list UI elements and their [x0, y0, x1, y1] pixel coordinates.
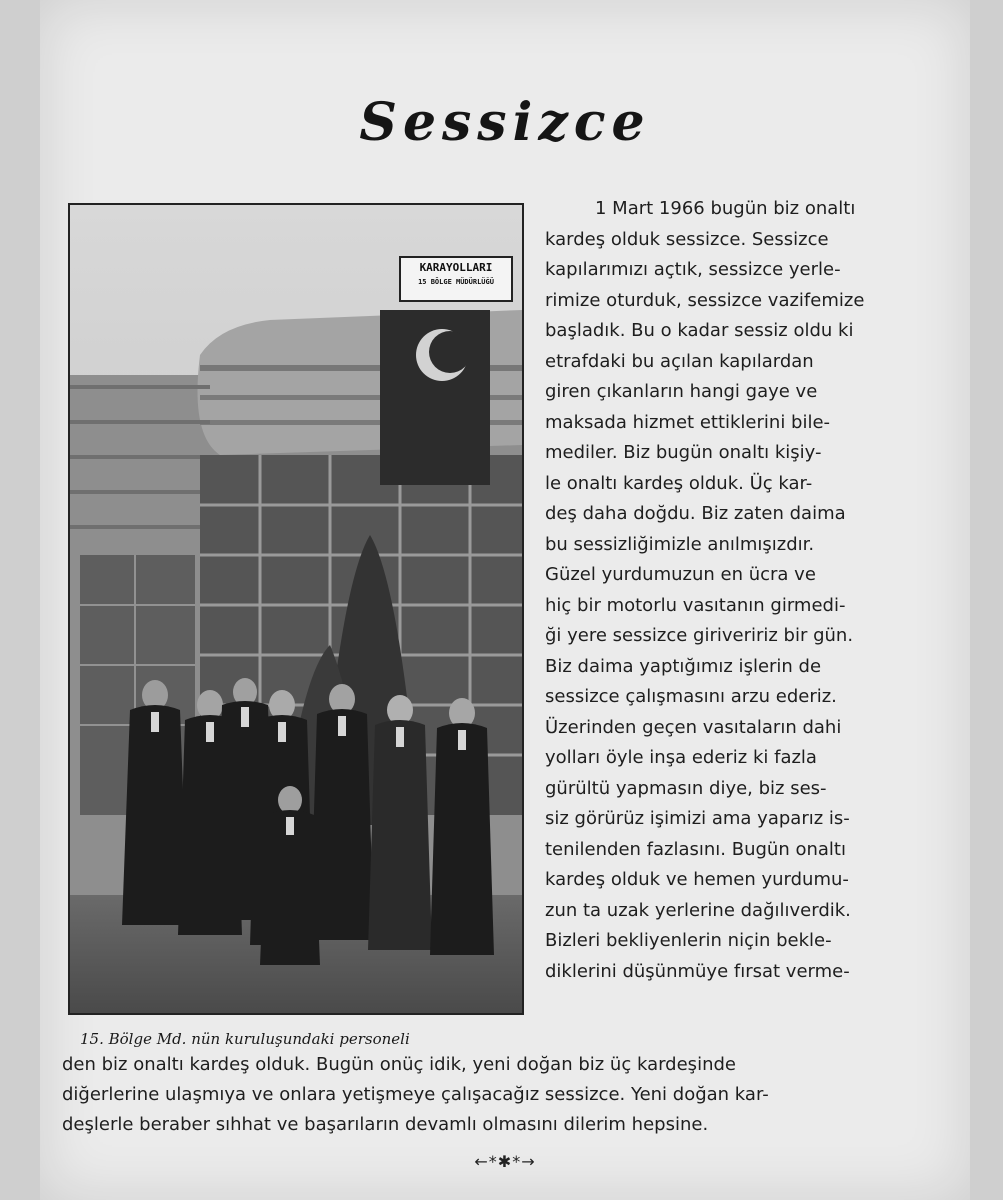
article-line: 1 Mart 1966 bugün biz onaltı	[595, 198, 856, 219]
article-line: Bizleri bekliyenlerin niçin bekle-	[545, 930, 832, 951]
article-line: kapılarımızı açtık, sessizce yerle-	[545, 259, 841, 280]
sign-line-1: KARAYOLLARI	[419, 261, 493, 274]
article-line: diklerini düşünmüye fırsat verme-	[545, 960, 850, 982]
tail-line: den biz onaltı kardeş olduk. Bugün onüç idik, yeni doğan biz üç kardeşinde	[62, 1054, 736, 1075]
article-line: deş daha doğdu. Biz zaten daima	[545, 503, 846, 524]
article-line: siz görürüz işimizi ama yaparız is-	[545, 808, 850, 829]
article-line: maksada hizmet ettiklerini bile-	[545, 411, 831, 433]
article-line: rimize oturduk, sessizce vazifemize	[545, 289, 865, 311]
article-line: ği yere sessizce giriveririz bir gün.	[545, 625, 854, 646]
article-line: le onaltı kardeş olduk. Üç kar-	[545, 472, 813, 494]
photo-caption: 15. Bölge Md. nün kuruluşundaki personeli	[80, 1030, 410, 1048]
article-line: mediler. Biz bugün onaltı kişiy-	[545, 442, 822, 463]
article-line: Biz daima yaptığımız işlerin de	[545, 655, 822, 677]
article-line: kardeş olduk sessizce. Sessizce	[545, 228, 829, 250]
tail-line: deşlerle beraber sıhhat ve başarıların devamlı olmasını dilerim hepsine.	[62, 1114, 709, 1135]
article-line: tenilenden fazlasını. Bugün onaltı	[545, 838, 846, 860]
article-tail	[62, 1050, 942, 1140]
group-photo	[68, 203, 524, 1015]
article-line: Güzel yurdumuzun en ücra ve	[545, 564, 816, 585]
article-title: Sessizce	[359, 92, 651, 153]
article-line: yolları öyle inşa ederiz ki fazla	[545, 747, 817, 768]
article-line: bu sessizliğimizle anılmışızdır.	[545, 533, 815, 555]
article-line: gürültü yapmasın diye, biz ses-	[545, 777, 827, 799]
article-line: Üzerinden geçen vasıtaların dahi	[545, 716, 842, 738]
photo-illustration	[70, 205, 522, 1013]
tail-line: diğerlerine ulaşmıya ve onlara yetişmeye çalışacağız sessizce. Yeni doğan kar-	[62, 1084, 769, 1105]
article-line: zun ta uzak yerlerine dağılıverdik.	[545, 899, 851, 921]
sign-line-2: 15 BÖLGE MÜDÜRLÜĞÜ	[418, 278, 494, 286]
article-line: giren çıkanların hangi gaye ve	[545, 381, 818, 402]
article-line: hiç bir motorlu vasıtanın girmedi-	[545, 594, 846, 616]
article-line: başladık. Bu o kadar sessiz oldu ki	[545, 320, 854, 341]
article-line: sessizce çalışmasını arzu ederiz.	[545, 686, 837, 707]
article-column	[545, 194, 945, 987]
newspaper-page	[40, 0, 970, 1200]
end-ornament: ←*✱*→	[474, 1152, 536, 1171]
article-line: etrafdaki bu açılan kapılardan	[545, 350, 814, 372]
article-line: kardeş olduk ve hemen yurdumu-	[545, 869, 849, 890]
building-sign	[402, 261, 510, 289]
